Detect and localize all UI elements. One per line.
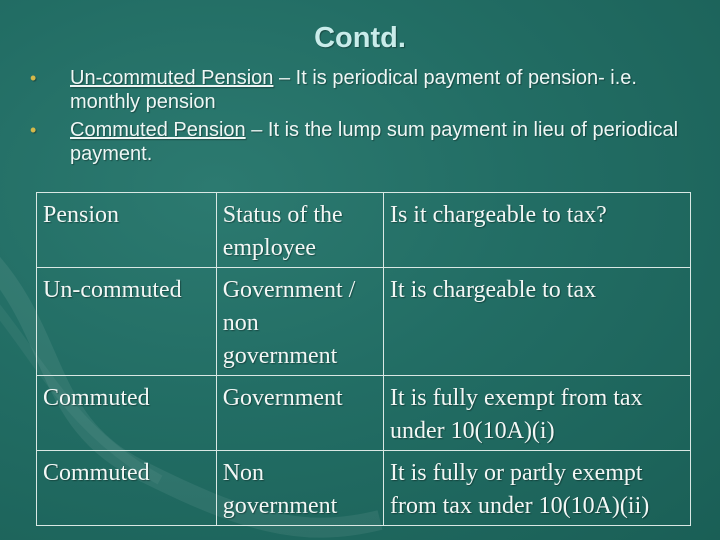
table-cell: Non government xyxy=(216,451,383,526)
table-cell: It is fully exempt from tax under 10(10A)(i) xyxy=(383,376,690,451)
table-cell: It is fully or partly exempt from tax under 10(10A)(ii) xyxy=(383,451,690,526)
table-row xyxy=(37,268,691,376)
table-cell: Commuted xyxy=(37,376,217,451)
header-cell-chargeable: Is it chargeable to tax? xyxy=(383,193,690,268)
table-cell: Government xyxy=(216,376,383,451)
pension-tax-table xyxy=(36,192,691,526)
bullet-item xyxy=(28,66,708,114)
bullet-term: Un-commuted Pension xyxy=(70,67,274,89)
table-cell: It is chargeable to tax xyxy=(383,268,690,376)
table-row xyxy=(37,376,691,451)
bullet-dot-icon: • xyxy=(30,68,37,88)
header-cell-pension: Pension xyxy=(37,193,217,268)
bullet-text: – It is periodical payment of pension- i.e. monthly pension xyxy=(70,67,637,113)
bullet-term: Commuted Pension xyxy=(70,119,246,141)
table-row xyxy=(37,451,691,526)
table-cell: Government / non government xyxy=(216,268,383,376)
bullet-list xyxy=(28,66,708,170)
bullet-dot-icon: • xyxy=(30,120,37,140)
table-cell: Commuted xyxy=(37,451,217,526)
slide-title: Contd. xyxy=(314,22,406,54)
table-header-row xyxy=(37,193,691,268)
header-cell-status: Status of the employee xyxy=(216,193,383,268)
table-cell: Un-commuted xyxy=(37,268,217,376)
bullet-text: – It is the lump sum payment in lieu of periodical payment. xyxy=(70,119,679,165)
bullet-item xyxy=(28,118,708,166)
